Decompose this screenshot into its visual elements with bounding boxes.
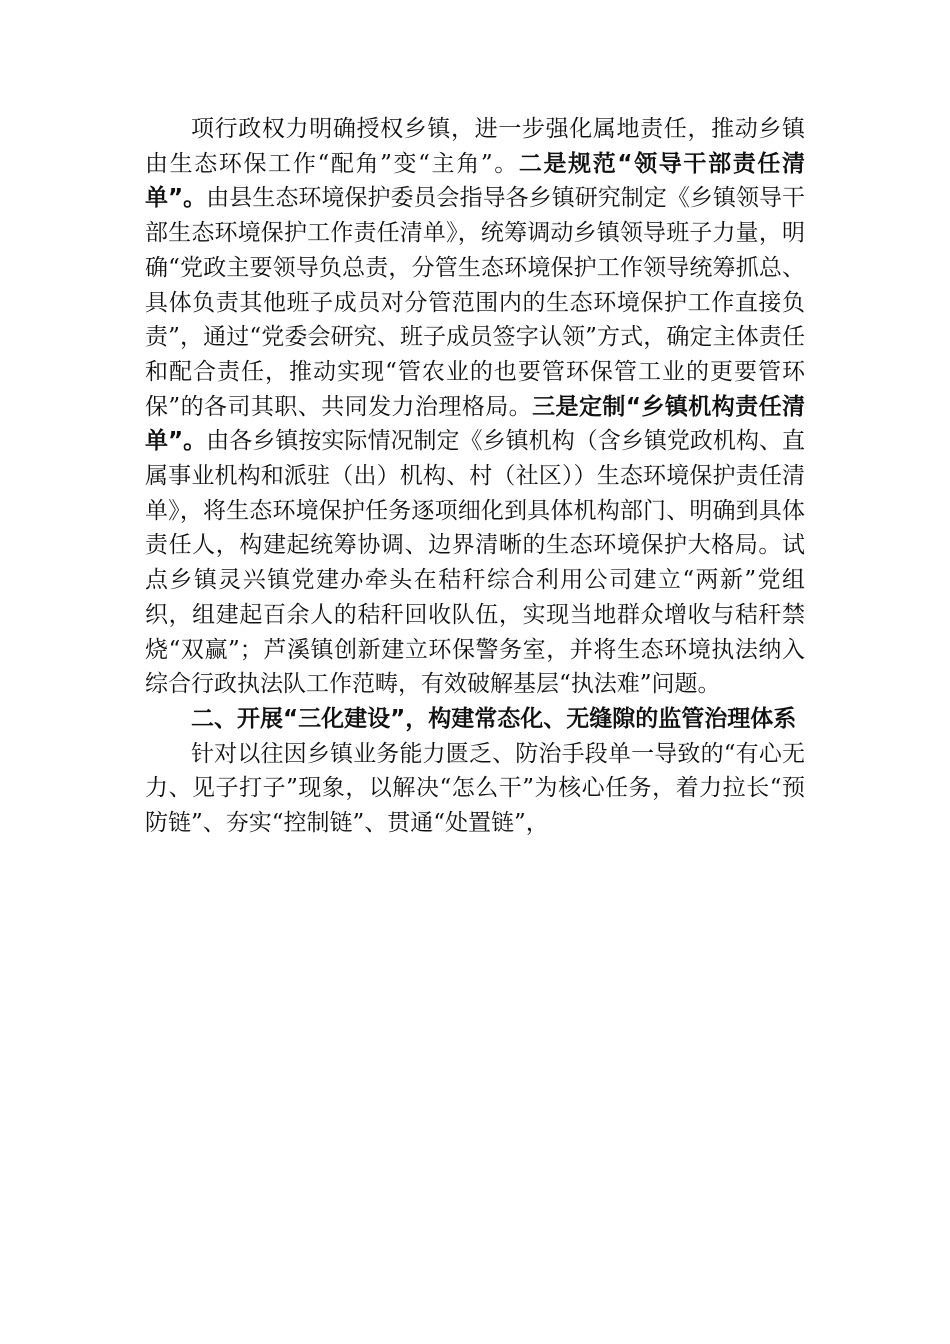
bold-lead-leader-list: 二是规范“领导干部责任清单”。 [145, 150, 805, 212]
paragraph-text: 由县生态环境保护委员会指导各乡镇研究制定《乡镇领导干部生态环境保护工作责任清单》，统筹调动乡镇领导班子力量，明确“党政主要领导负总责，分管生态环境保护工作领导统筹抓总、具体负责其他班子成员对分管范围内的生态环境保护工作直接负责”，通过“党委会研究、班子成员签字认领”方式，确定主体责任和配合责任，推动实现“管农业的也要管环保管工业的更要管环保”的各司其职、共同发力治理格局。 [145, 185, 805, 420]
section-heading-2: 二、开展“三化建设”，构建常态化、无缝隙的监管治理体系 [191, 705, 797, 732]
paragraph-three-chains: 针对以往因乡镇业务能力匮乏、防治手段单一导致的“有心无力、见子打子”现象，以解决“怎么干”为核心任务，着力拉长“预防链”、夯实“控制链”、贯通“处置链”， [145, 740, 805, 837]
bold-lead-institution-list: 三是定制“乡镇机构责任清单”。 [145, 393, 805, 455]
document-page [145, 112, 805, 841]
paragraph-text: 项行政权力明确授权乡镇，进一步强化属地责任，推动乡镇由生态环保工作“配角”变“主角”。 [145, 116, 805, 177]
paragraph-responsibility-lists [145, 112, 805, 702]
paragraph-text: 由各乡镇按实际情况制定《乡镇机构（含乡镇党政机构、直属事业机构和派驻（出）机构、村（社区））生态环境保护责任清单》，将生态环境保护任务逐项细化到具体机构部门、明确到具体责任人，构建起统筹协调、边界清晰的生态环境保护大格局。试点乡镇灵兴镇党建办牵头在秸秆综合利用公司建立“两新”党组织，组建起百余人的秸秆回收队伍，实现当地群众增收与秸秆禁烧“双赢”；芦溪镇创新建立环保警务室，并将生态环境执法纳入综合行政执法队工作范畴，有效破解基层“执法难”问题。 [145, 428, 805, 698]
